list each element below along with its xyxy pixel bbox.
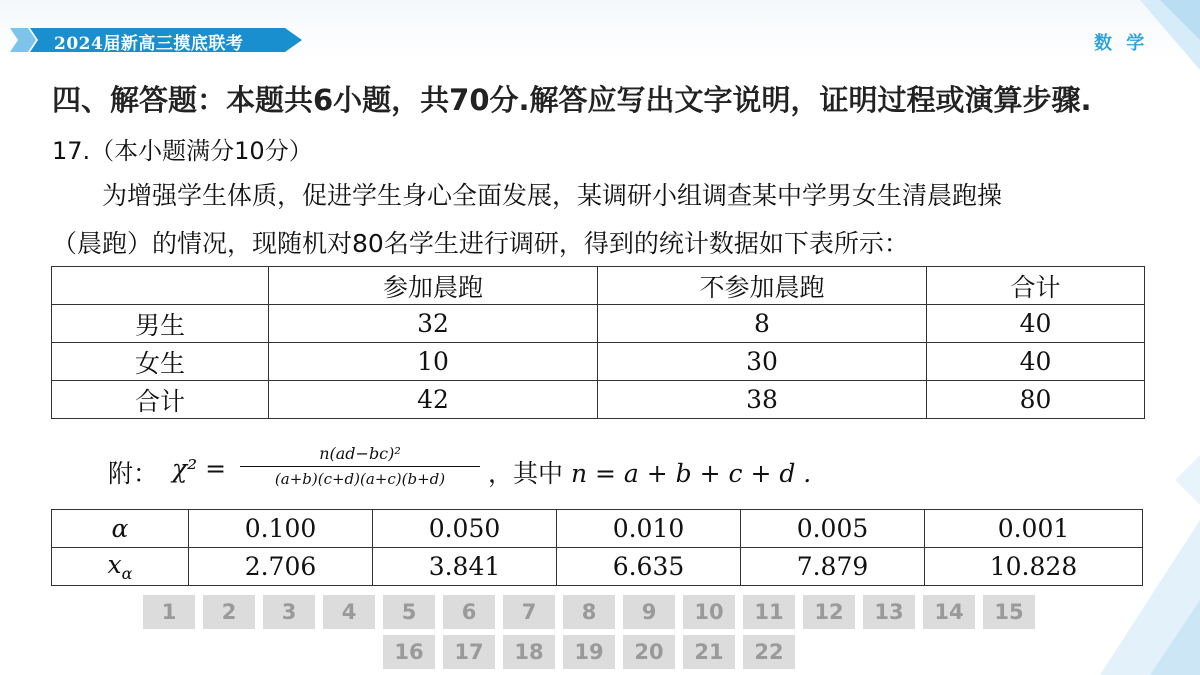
formula-tail-math: n = a + b + c + d . [570, 459, 812, 488]
row-label [52, 548, 189, 586]
page-button-6[interactable]: 6 [443, 595, 495, 629]
row-label: 合计 [52, 381, 269, 419]
table-cell: 7.879 [741, 548, 925, 586]
page-button-5[interactable]: 5 [383, 595, 435, 629]
table-cell: 10 [269, 343, 598, 381]
formula-fraction [240, 442, 480, 491]
row-label: 女生 [52, 343, 269, 381]
table-cell: 0.005 [741, 510, 925, 548]
critical-value-table [51, 509, 1143, 586]
table-cell: 0.001 [925, 510, 1143, 548]
table-header-row [52, 267, 1145, 305]
page-button-22[interactable]: 22 [743, 635, 795, 669]
chi-square-formula [108, 442, 828, 502]
formula-tail-text: ，其中 [488, 459, 564, 488]
table-cell: 6.635 [557, 548, 741, 586]
table-row [52, 510, 1143, 548]
table-cell: 0.050 [373, 510, 557, 548]
table-cell: 42 [269, 381, 598, 419]
table-cell: 8 [598, 305, 927, 343]
table-row [52, 548, 1143, 586]
problem-heading: 17.（本小题满分10分） [52, 137, 313, 165]
page-button-21[interactable]: 21 [683, 635, 735, 669]
table-cell: 80 [927, 381, 1145, 419]
page-button-4[interactable]: 4 [323, 595, 375, 629]
page-button-7[interactable]: 7 [503, 595, 555, 629]
formula-tail [488, 454, 811, 490]
table-header-cell: 合计 [927, 267, 1145, 305]
page-button-19[interactable]: 19 [563, 635, 615, 669]
formula-denominator: (a+b)(c+d)(a+c)(b+d) [274, 470, 446, 488]
table-cell: 38 [598, 381, 927, 419]
page-button-11[interactable]: 11 [743, 595, 795, 629]
row-label: 男生 [52, 305, 269, 343]
row-label: α [52, 510, 189, 548]
section-title: 四、解答题：本题共6小题，共70分.解答应写出文字说明，证明过程或演算步骤. [52, 83, 1092, 117]
formula-numerator: n(ad−bc)² [319, 444, 401, 463]
page-button-10[interactable]: 10 [683, 595, 735, 629]
page-button-15[interactable]: 15 [983, 595, 1035, 629]
banner-title: 2024届新高三摸底联考 [54, 34, 244, 54]
table-header-cell: 不参加晨跑 [598, 267, 927, 305]
formula-label: 附： [108, 459, 159, 488]
page-button-17[interactable]: 17 [443, 635, 495, 669]
page-button-20[interactable]: 20 [623, 635, 675, 669]
table-row [52, 305, 1145, 343]
page-button-16[interactable]: 16 [383, 635, 435, 669]
table-cell: 2.706 [189, 548, 373, 586]
table-cell: 32 [269, 305, 598, 343]
page-button-1[interactable]: 1 [143, 595, 195, 629]
page-button-18[interactable]: 18 [503, 635, 555, 669]
table-cell: 0.010 [557, 510, 741, 548]
table-cell: 0.100 [189, 510, 373, 548]
formula-chi: χ² = [172, 454, 227, 483]
table-cell: 3.841 [373, 548, 557, 586]
subject-label: 数 学 [1094, 33, 1149, 54]
page-button-12[interactable]: 12 [803, 595, 855, 629]
table-row [52, 381, 1145, 419]
table-header-cell [52, 267, 269, 305]
paragraph-line-2: （晨跑）的情况，现随机对80名学生进行调研，得到的统计数据如下表所示： [52, 229, 909, 258]
table-cell: 10.828 [925, 548, 1143, 586]
page-button-14[interactable]: 14 [923, 595, 975, 629]
paragraph-line-1: 为增强学生体质，促进学生身心全面发展，某调研小组调查某中学男女生清晨跑操 [102, 181, 1003, 210]
table-header-cell: 参加晨跑 [269, 267, 598, 305]
table-row [52, 343, 1145, 381]
exam-banner [10, 24, 302, 56]
page-button-3[interactable]: 3 [263, 595, 315, 629]
survey-table [51, 266, 1145, 419]
table-cell: 40 [927, 305, 1145, 343]
x-alpha-symbol: $x_\alpha$ [107, 550, 133, 583]
table-cell: 40 [927, 343, 1145, 381]
page-button-8[interactable]: 8 [563, 595, 615, 629]
page-button-13[interactable]: 13 [863, 595, 915, 629]
page-button-2[interactable]: 2 [203, 595, 255, 629]
page-button-9[interactable]: 9 [623, 595, 675, 629]
problem-paragraph [52, 172, 1152, 268]
table-cell: 30 [598, 343, 927, 381]
